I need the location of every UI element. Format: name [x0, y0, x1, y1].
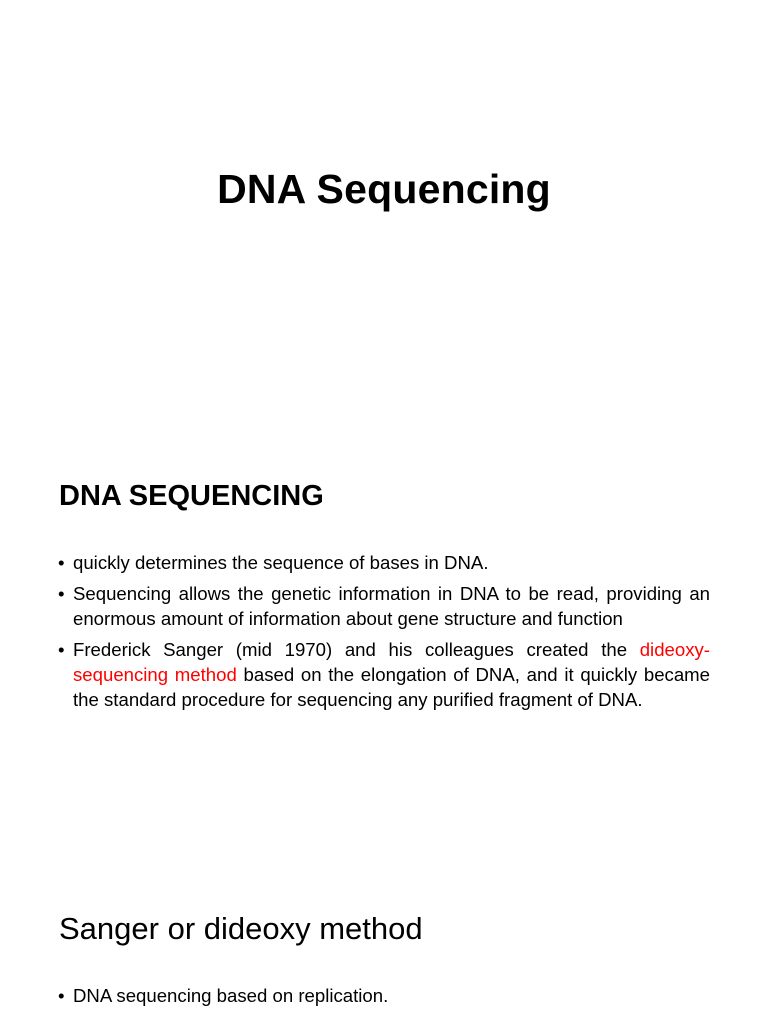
- bullet-item: [58, 637, 710, 712]
- bullet-list-dna-sequencing: [58, 550, 710, 718]
- bullet-text: Sequencing allows the genetic information in DNA to be read, providing an enormous amount of information about gene structure and function: [73, 583, 710, 629]
- bullet-list-sanger-method: [58, 983, 710, 1014]
- section-heading-dna-sequencing: DNA SEQUENCING: [59, 480, 324, 512]
- bullet-text: quickly determines the sequence of bases in DNA.: [73, 552, 489, 573]
- bullet-item: [58, 581, 710, 631]
- bullet-text-pre: Frederick Sanger (mid 1970) and his colleagues created the: [73, 639, 640, 660]
- bullet-text: DNA sequencing based on replication.: [73, 985, 389, 1006]
- bullet-item: [58, 983, 710, 1008]
- bullet-dot: •: [58, 583, 65, 604]
- slide-title: DNA Sequencing: [217, 166, 551, 212]
- bullet-item: [58, 550, 710, 575]
- bullet-dot: •: [58, 985, 65, 1006]
- bullet-dot: •: [58, 639, 65, 660]
- bullet-dot: •: [58, 552, 65, 573]
- bullet-text-post: based on the elongation of DNA, and it quickly became the standard procedure for sequencing any purified fragment of DNA.: [73, 664, 710, 710]
- section-heading-sanger-method: Sanger or dideoxy method: [59, 911, 423, 946]
- highlighted-method-name: dideoxy-sequencing method: [73, 639, 710, 685]
